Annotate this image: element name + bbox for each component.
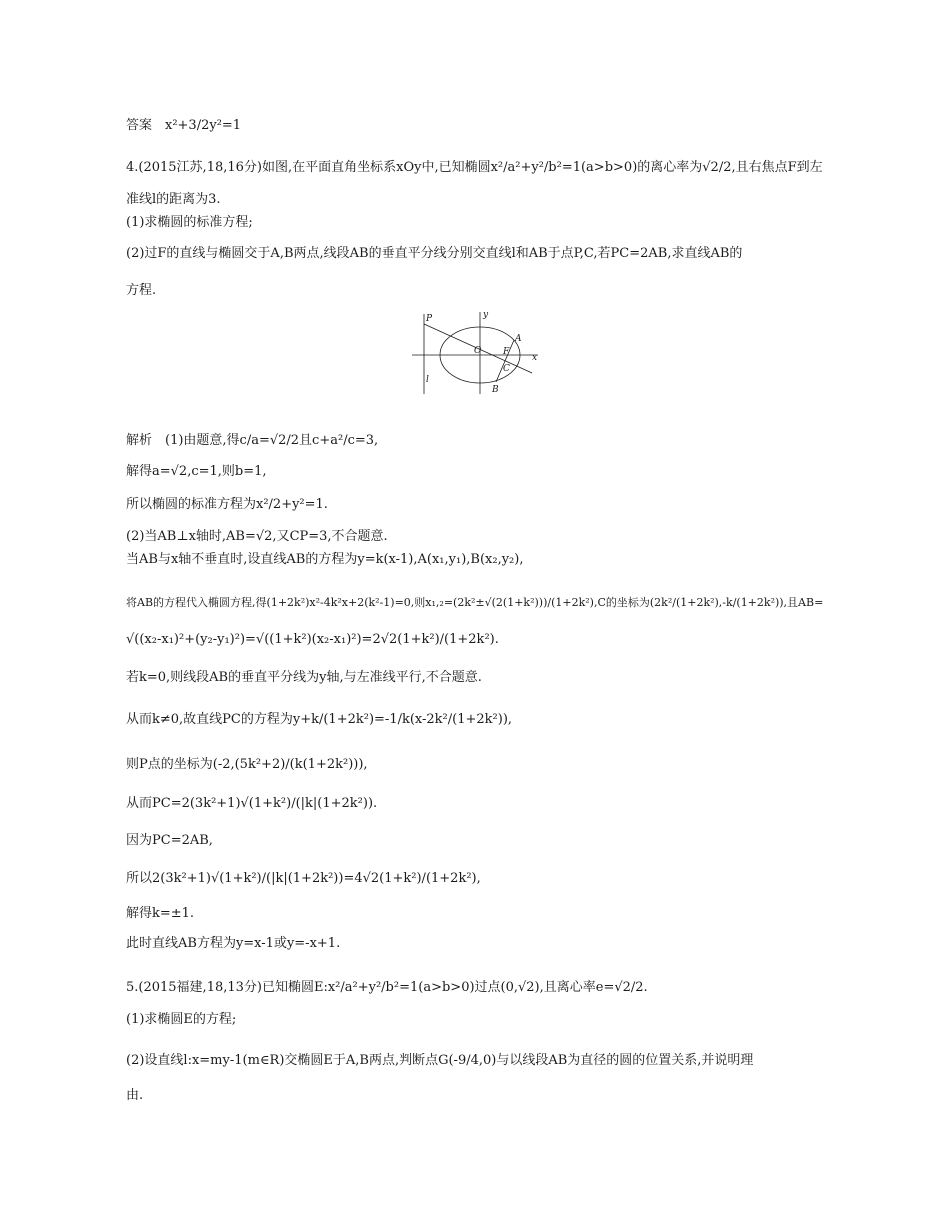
solution-line-2: 所以椭圆的标准方程为x²/2+y²=1. — [126, 497, 328, 512]
solution-line-12: 所以2(3k²+1)√(1+k²)/(|k|(1+2k²))=4√2(1+k²)/(1+2k²), — [126, 871, 481, 886]
label-x: x — [532, 353, 538, 363]
solution-line-9: 则P点的坐标为(-2,(5k²+2)/(k(1+2k²))), — [126, 757, 368, 772]
problem-5-statement: 5.(2015福建,18,13分)已知椭圆E:x²/a²+y²/b²=1(a>b>0)过点(0,√2),且离心率e=√2/2. — [126, 980, 648, 995]
solution-line-3: (2)当AB⊥x轴时,AB=√2,又CP=3,不合题意. — [126, 529, 388, 544]
label-b: B — [492, 385, 499, 395]
solution-header: 解析 (1)由题意,得c/a=√2/2且c+a²/c=3, — [126, 433, 379, 448]
problem-4-part-1: (1)求椭圆的标准方程; — [126, 215, 253, 230]
problem-5-part-2-cont: 由. — [126, 1088, 144, 1103]
solution-line-8: 从而k≠0,故直线PC的方程为y+k/(1+2k²)=-1/k(x-2k²/(1+2k²)), — [126, 712, 513, 727]
solution-line-10: 从而PC=2(3k²+1)√(1+k²)/(|k|(1+2k²)). — [126, 796, 378, 811]
problem-4-part-2: (2)过F的直线与椭圆交于A,B两点,线段AB的垂直平分线分别交直线l和AB于点P,C,若PC=2AB,求直线AB的 — [126, 246, 743, 261]
solution-line-13: 解得k=±1. — [126, 906, 195, 921]
ellipse-figure — [410, 308, 540, 400]
label-a: A — [515, 334, 522, 344]
solution-line-7: 若k=0,则线段AB的垂直平分线为y轴,与左准线平行,不合题意. — [126, 670, 482, 685]
problem-4-part-2-cont: 方程. — [126, 283, 157, 298]
label-o: O — [474, 346, 482, 356]
problem-5-part-2: (2)设直线l:x=my-1(m∈R)交椭圆E于A,B两点,判断点G(-9/4,0)与以线段AB为直径的圆的位置关系,并说明理 — [126, 1053, 754, 1068]
solution-line-11: 因为PC=2AB, — [126, 833, 213, 848]
ellipse-diagram — [410, 308, 540, 400]
problem-4-statement-cont: 准线l的距离为3. — [126, 192, 221, 207]
label-l: l — [426, 375, 429, 385]
problem-4-statement: 4.(2015江苏,18,16分)如图,在平面直角坐标系xOy中,已知椭圆x²/a²+y²/b²=1(a>b>0)的离心率为√2/2,且右焦点F到左 — [126, 160, 823, 175]
solution-line-14: 此时直线AB方程为y=x-1或y=-x+1. — [126, 936, 341, 951]
label-p: P — [426, 314, 433, 324]
solution-line-4: 当AB与x轴不垂直时,设直线AB的方程为y=k(x-1),A(x₁,y₁),B(x₂,y₂), — [126, 552, 524, 567]
problem-5-part-1: (1)求椭圆E的方程; — [126, 1012, 237, 1027]
label-c: C — [503, 364, 510, 374]
answer-line: 答案 x²+3/2y²=1 — [126, 118, 242, 133]
label-y: y — [483, 310, 489, 320]
solution-line-5: 将AB的方程代入椭圆方程,得(1+2k²)x²-4k²x+2(k²-1)=0,则x₁,₂=(2k²±√(2(1+k²)))/(1+2k²),C的坐标为(2k²/(1+2k²),-k/(1+2k²)),且AB= — [126, 596, 824, 609]
label-f: F — [503, 347, 510, 357]
solution-line-6: √((x₂-x₁)²+(y₂-y₁)²)=√((1+k²)(x₂-x₁)²)=2√2(1+k²)/(1+2k²). — [126, 632, 499, 647]
solution-line-1: 解得a=√2,c=1,则b=1, — [126, 464, 267, 479]
